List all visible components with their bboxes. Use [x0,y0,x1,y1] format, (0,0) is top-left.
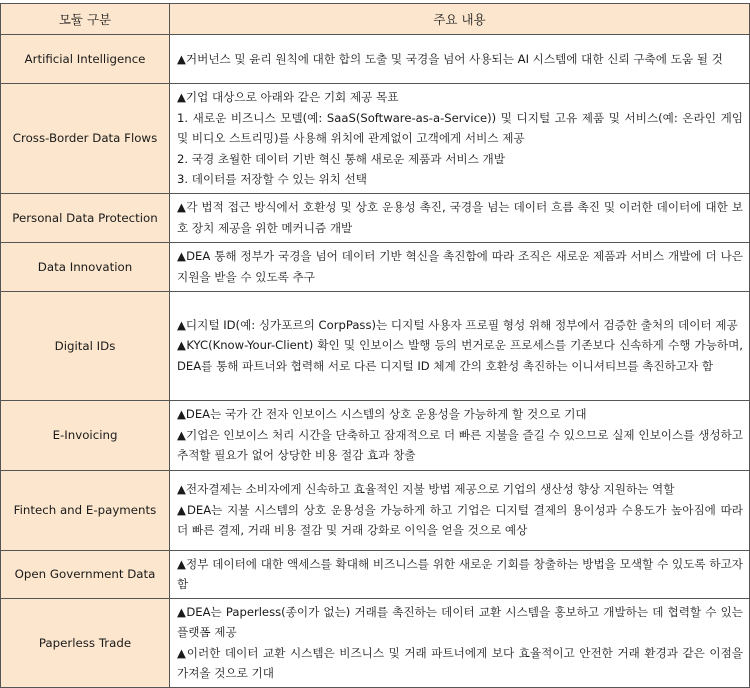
description-line: ▲기업은 인보이스 처리 시간을 단축하고 잠재적으로 더 빠른 지불을 즐길 수 있으므로 실제 인보이스를 생성하고 추적할 필요가 없어 상당한 비용 절감 효과 창출 [177,427,743,463]
description-line: 1. 새로운 비즈니스 모델(예: SaaS(Software-as-a-Service)) 및 디지털 고유 제품 및 서비스(예: 온라인 게임 및 비디오 스트리밍)를 사용해 위치에 관계없이 고객에게 서비스 제공 [177,110,743,145]
module-description [170,550,750,598]
module-category: Personal Data Protection [1,193,170,242]
module-description [170,291,750,400]
table-row [1,598,750,687]
table-row [1,242,750,291]
module-description [170,35,750,84]
module-category: Data Innovation [1,242,170,291]
table-row [1,470,750,550]
table-header-row [1,4,750,35]
description-line: ▲디지털 ID(예: 싱가포르의 CorpPass)는 디지털 사용자 프로필 형성 위해 정부에서 검증한 출처의 데이터 제공 [177,317,738,332]
dea-module-table [0,3,750,688]
description-line: ▲DEA는 국가 간 전자 인보이스 시스템의 상호 운용성을 가능하게 할 것으로 기대 [177,407,587,422]
table-row [1,84,750,194]
module-description [170,400,750,470]
module-description [170,84,750,194]
description-line: ▲KYC(Know-Your-Client) 확인 및 인보이스 발행 등의 번거로운 프로세스를 기존보다 신속하게 수행 가능하며, DEA를 통해 파트너와 협력해 서로 다른 디지털 ID 체계 간의 호환성 촉진하는 이니셔티브를 촉진하고자 함 [177,338,743,373]
table-row [1,35,750,84]
description-line: ▲이러한 데이터 교환 시스템은 비즈니스 및 거래 파트너에게 보다 효율적이고 안전한 거래 환경과 같은 이점을 가져올 것으로 기대 [177,645,743,680]
table-row [1,291,750,400]
module-category: Fintech and E-payments [1,470,170,550]
description-line: ▲전자결제는 소비자에게 신속하고 효율적인 지불 방법 제공으로 기업의 생산성 향상 지원하는 역할 [177,482,675,497]
description-line: 2. 국경 초월한 데이터 기반 혁신 통해 새로운 제품과 서비스 개발 [177,151,505,166]
description-line: ▲각 법적 접근 방식에서 호환성 및 상호 운용성 촉진, 국경을 넘는 데이터 흐름 촉진 및 이러한 데이터에 대한 보호 장치 제공을 위한 메커니즘 개발 [177,200,743,235]
module-category: Open Government Data [1,550,170,598]
module-description [170,470,750,550]
header-module: 모듈 구분 [1,4,170,35]
table-row [1,193,750,242]
module-description [170,193,750,242]
module-category: Digital IDs [1,291,170,400]
header-content: 주요 내용 [170,4,750,35]
description-line: ▲거버넌스 및 윤리 원칙에 대한 합의 도출 및 국경을 넘어 사용되는 AI 시스템에 대한 신뢰 구축에 도움 될 것 [177,51,723,66]
module-category: Paperless Trade [1,598,170,687]
module-category: Cross-Border Data Flows [1,84,170,194]
description-line: ▲DEA는 Paperless(종이가 없는) 거래를 촉진하는 데이터 교환 시스템을 홍보하고 개발하는 데 협력할 수 있는 플랫폼 제공 [177,604,743,639]
description-line: ▲정부 데이터에 대한 액세스를 확대해 비즈니스를 위한 새로운 기회를 창출하는 방법을 모색할 수 있도록 하고자 함 [177,556,743,591]
description-line: ▲DEA는 지불 시스템의 상호 운용성을 가능하게 하고 기업은 디지털 결제의 용이성과 수용도가 높아짐에 따라 더 빠른 결제, 거래 비용 절감 및 거래 강화로 이익을 얻을 것으로 예상 [177,502,743,538]
description-line: 3. 데이터를 저장할 수 있는 위치 선택 [177,172,367,186]
table-row [1,550,750,598]
module-description [170,598,750,687]
table-row [1,400,750,470]
module-description [170,242,750,291]
module-category: Artificial Intelligence [1,35,170,84]
description-line: ▲기업 대상으로 아래와 같은 기회 제공 목표 [177,90,399,104]
table-body [1,35,750,688]
module-category: E-Invoicing [1,400,170,470]
description-line: ▲DEA 통해 정부가 국경을 넘어 데이터 기반 혁신을 촉진함에 따라 조직은 새로운 제품과 서비스 개발에 더 나은 지원을 받을 수 있도록 추구 [177,249,743,284]
